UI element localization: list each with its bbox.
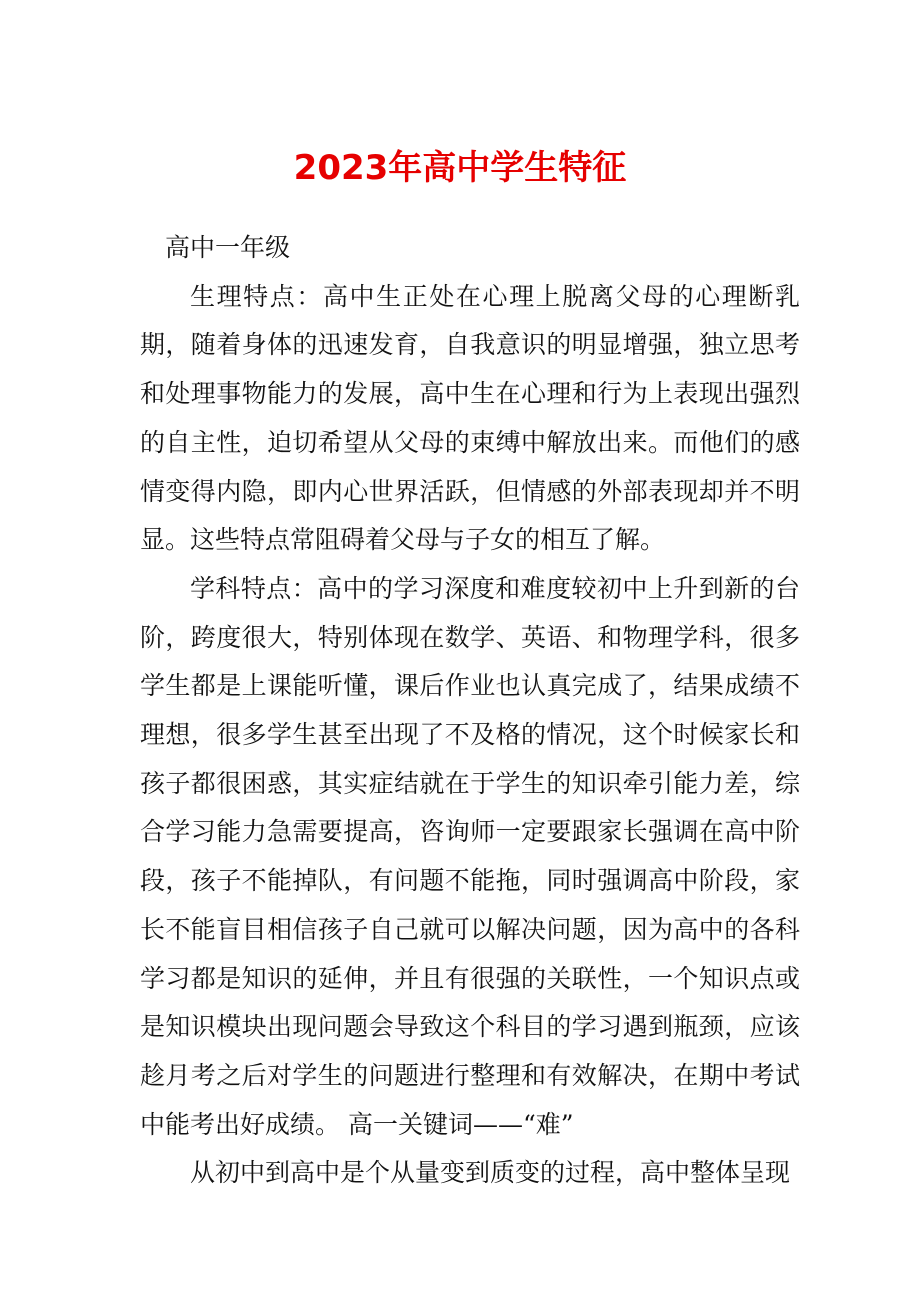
grade-heading: 高中一年级 — [165, 233, 291, 262]
paragraph-physiology: 生理特点：高中生正处在心理上脱离父母的心理断乳期，随着身体的迅速发育，自我意识的明显增强，独立思考和处理事物能力的发展，高中生在心理和行为上表现出强烈的自主性，迫切希望从父母的束缚中解放出来。而他们的感情变得内隐，即内心世界活跃，但情感的外部表现却并不明显。这些特点常阻碍着父母与子女的相互了解。 — [140, 281, 800, 555]
paragraph-transition: 从初中到高中是个从量变到质变的过程，高中整体呈现 — [190, 1158, 791, 1188]
document-body — [140, 224, 800, 1198]
paragraph-subjects: 学科特点：高中的学习深度和难度较初中上升到新的台阶，跨度很大，特别体现在数学、英语、和物理学科，很多学生都是上课能听懂，课后作业也认真完成了，结果成绩不理想，很多学生甚至出现了不及格的情况，这个时候家长和孩子都很困惑，其实症结就在于学生的知识牵引能力差，综合学习能力急需要提高，咨询师一定要跟家长强调在高中阶段，孩子不能掉队，有问题不能拖，同时强调高中阶段，家长不能盲目相信孩子自己就可以解决问题，因为高中的各科学习都是知识的延伸，并且有很强的关联性，一个知识点或是知识模块出现问题会导致这个科目的学习遇到瓶颈，应该趁月考之后对学生的问题进行整理和有效解决，在期中考试中能考出好成绩。 高一关键词——“难” — [140, 573, 800, 1139]
document-title: 2023年高中学生特征 — [293, 148, 627, 188]
